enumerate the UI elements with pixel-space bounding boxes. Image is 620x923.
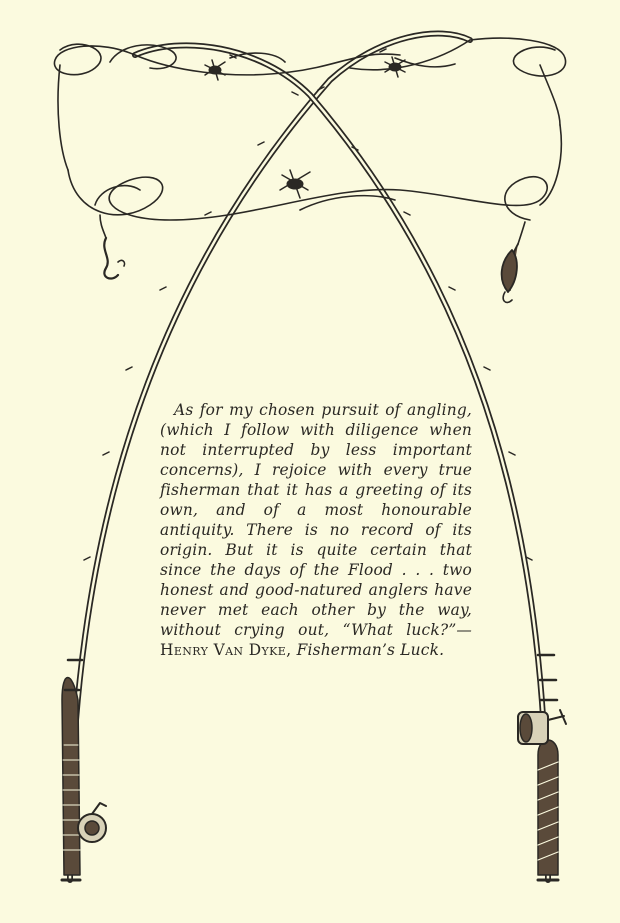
lure-on-hook-icon: [502, 244, 518, 302]
quote-separator: —: [456, 621, 472, 639]
fishing-line-flourish-bottom: [68, 125, 561, 244]
quote-text: As for my chosen pursuit of angling, (which I follow with diligence when not interrupted by less important concerns), I rejoice with every true fisherman that it has a greeting of its own, and of a most honourable antiquity. There is no record of its origin. But it is quite certain that since the days of the Flood . . . two honest and good-natured anglers have never met each other by the way, without crying out, “What luck?”: [160, 401, 472, 639]
left-fishing-reel-icon: [78, 803, 106, 842]
quote-source: Fisherman’s Luck.: [296, 641, 445, 659]
worm-on-hook-icon: [104, 238, 124, 279]
quote-paragraph: [160, 400, 472, 660]
quote-author: Henry Van Dyke,: [160, 641, 292, 659]
fishing-fly-icon: [280, 170, 310, 198]
fishing-fly-icon: [205, 60, 225, 80]
right-fishing-reel-icon: [518, 710, 566, 744]
angling-quotation: [160, 400, 472, 660]
